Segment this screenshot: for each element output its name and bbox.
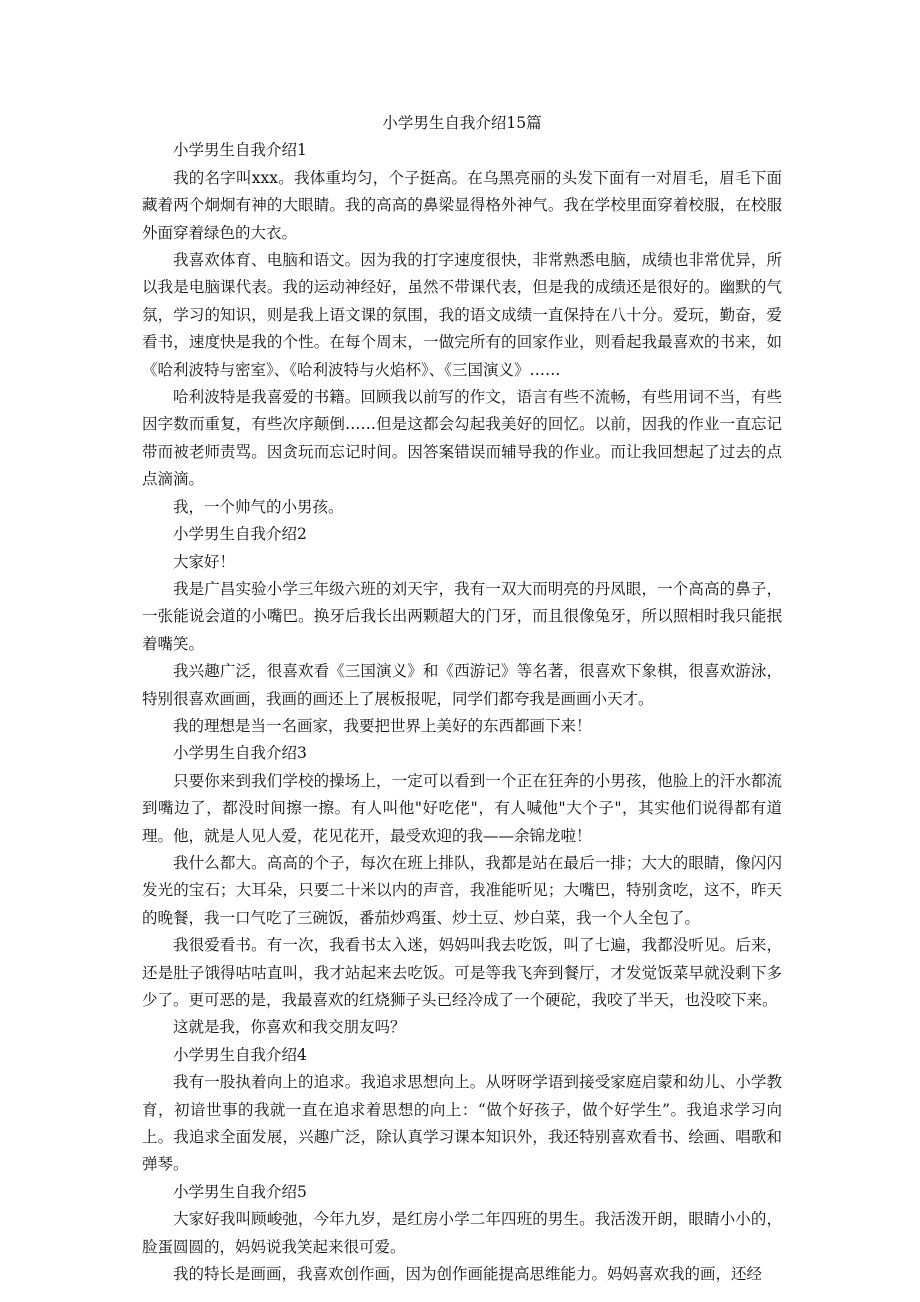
intro-section-1 — [142, 137, 782, 521]
paragraph: 我的理想是当一名画家，我要把世界上美好的东西都画下来！ — [173, 716, 592, 735]
intro-section-3 — [142, 740, 782, 1041]
paragraph: 我什么都大。高高的个子，每次在班上排队，我都是站在最后一排；大大的眼睛，像闪闪发光的宝石；大耳朵，只要二十米以内的声音，我准能听见；大嘴巴，特别贪吃，这不，昨天的晚餐，我一口气吃了三碗饭，番茄炒鸡蛋、炒土豆、炒白菜，我一个人全包了。 — [142, 853, 782, 927]
paragraph: 我有一股执着向上的追求。我追求思想向上。从呀呀学语到接受家庭启蒙和幼儿、小学教育，初谙世事的我就一直在追求着思想的向上：“做个好孩子，做个好学生”。我追求学习向上。我追求全面发展，兴趣广泛，除认真学习课本知识外，我还特别喜欢看书、绘画、唱歌和弹琴。 — [142, 1073, 782, 1174]
section-heading: 小学男生自我介绍2 — [173, 525, 307, 544]
section-heading: 小学男生自我介绍4 — [173, 1045, 307, 1064]
section-heading: 小学男生自我介绍3 — [173, 744, 307, 763]
paragraph: 大家好我叫顾峻弛，今年九岁，是红房小学二年四班的男生。我活泼开朗，眼睛小小的，脸蛋圆圆的，妈妈说我笑起来很可爱。 — [142, 1210, 782, 1256]
paragraph: 这就是我，你喜欢和我交朋友吗？ — [173, 1018, 406, 1037]
paragraph: 我很爱看书。有一次，我看书太入迷，妈妈叫我去吃饭，叫了七遍，我都没听见。后来，还是肚子饿得咕咕直叫，我才站起来去吃饭。可是等我飞奔到餐厅，才发觉饭菜早就没剩下多少了。更可恶的是，我最喜欢的红烧狮子头已经冷成了一个硬砣，我咬了半天，也没咬下来。 — [142, 936, 782, 1009]
paragraph: 我喜欢体育、电脑和语文。因为我的打字速度很快，非常熟悉电脑，成绩也非常优异，所以我是电脑课代表。我的运动神经好，虽然不带课代表，但是我的成绩还是很好的。幽默的气氛，学习的知识，则是我上语文课的氛围，我的语文成绩一直保持在八十分。爱玩，勤奋，爱看书，速度快是我的个性。在每个周末，一做完所有的回家作业，则看起我最喜欢的书来，如《哈利波特与密室》、《哈利波特与火焰杯》、《三国演义》…… — [142, 251, 782, 379]
paragraph: 只要你来到我们学校的操场上，一定可以看到一个正在狂奔的小男孩，他脸上的汗水都流到嘴边了，都没时间擦一擦。有人叫他"好吃佬"，有人喊他"大个子"，其实他们说得都有道理。他，就是人见人爱，花见花开，最受欢迎的我——余锦龙啦！ — [142, 771, 782, 845]
paragraph: 大家好！ — [173, 552, 236, 571]
document-title: 小学男生自我介绍15篇 — [382, 114, 542, 132]
section-heading: 小学男生自我介绍1 — [173, 141, 307, 160]
section-heading: 小学男生自我介绍5 — [173, 1182, 307, 1201]
intro-section-4 — [142, 1042, 782, 1179]
paragraph: 哈利波特是我喜爱的书籍。回顾我以前写的作文，语言有些不流畅，有些用词不当，有些因字数而重复，有些次序颠倒……但是这都会勾起我美好的回忆。以前，因我的作业一直忘记带而被老师责骂。因贪玩而忘记时间。因答案错误而辅导我的作业。而让我回想起了过去的点点滴滴。 — [142, 388, 782, 489]
paragraph: 我，一个帅气的小男孩。 — [173, 497, 344, 516]
intro-section-2 — [142, 521, 782, 740]
paragraph: 我的特长是画画，我喜欢创作画，因为创作画能提高思维能力。妈妈喜欢我的画，还经 — [173, 1265, 763, 1284]
intro-section-5 — [142, 1179, 782, 1289]
paragraph: 我的名字叫xxx。我体重均匀，个子挺高。在乌黑亮丽的头发下面有一对眉毛，眉毛下面藏着两个炯炯有神的大眼睛。我的高高的鼻梁显得格外神气。我在学校里面穿着校服，在校服外面穿着绿色的大衣。 — [142, 168, 782, 242]
paragraph: 我是广昌实验小学三年级六班的刘天宇，我有一双大而明亮的丹凤眼，一个高高的鼻子，一张能说会道的小嘴巴。换牙后我长出两颗超大的门牙，而且很像兔牙，所以照相时我只能抿着嘴笑。 — [142, 579, 782, 653]
paragraph: 我兴趣广泛，很喜欢看《三国演义》和《西游记》等名著，很喜欢下象棋，很喜欢游泳，特别很喜欢画画，我画的画还上了展板报呢，同学们都夸我是画画小天才。 — [142, 662, 782, 708]
document-page — [142, 110, 782, 1288]
